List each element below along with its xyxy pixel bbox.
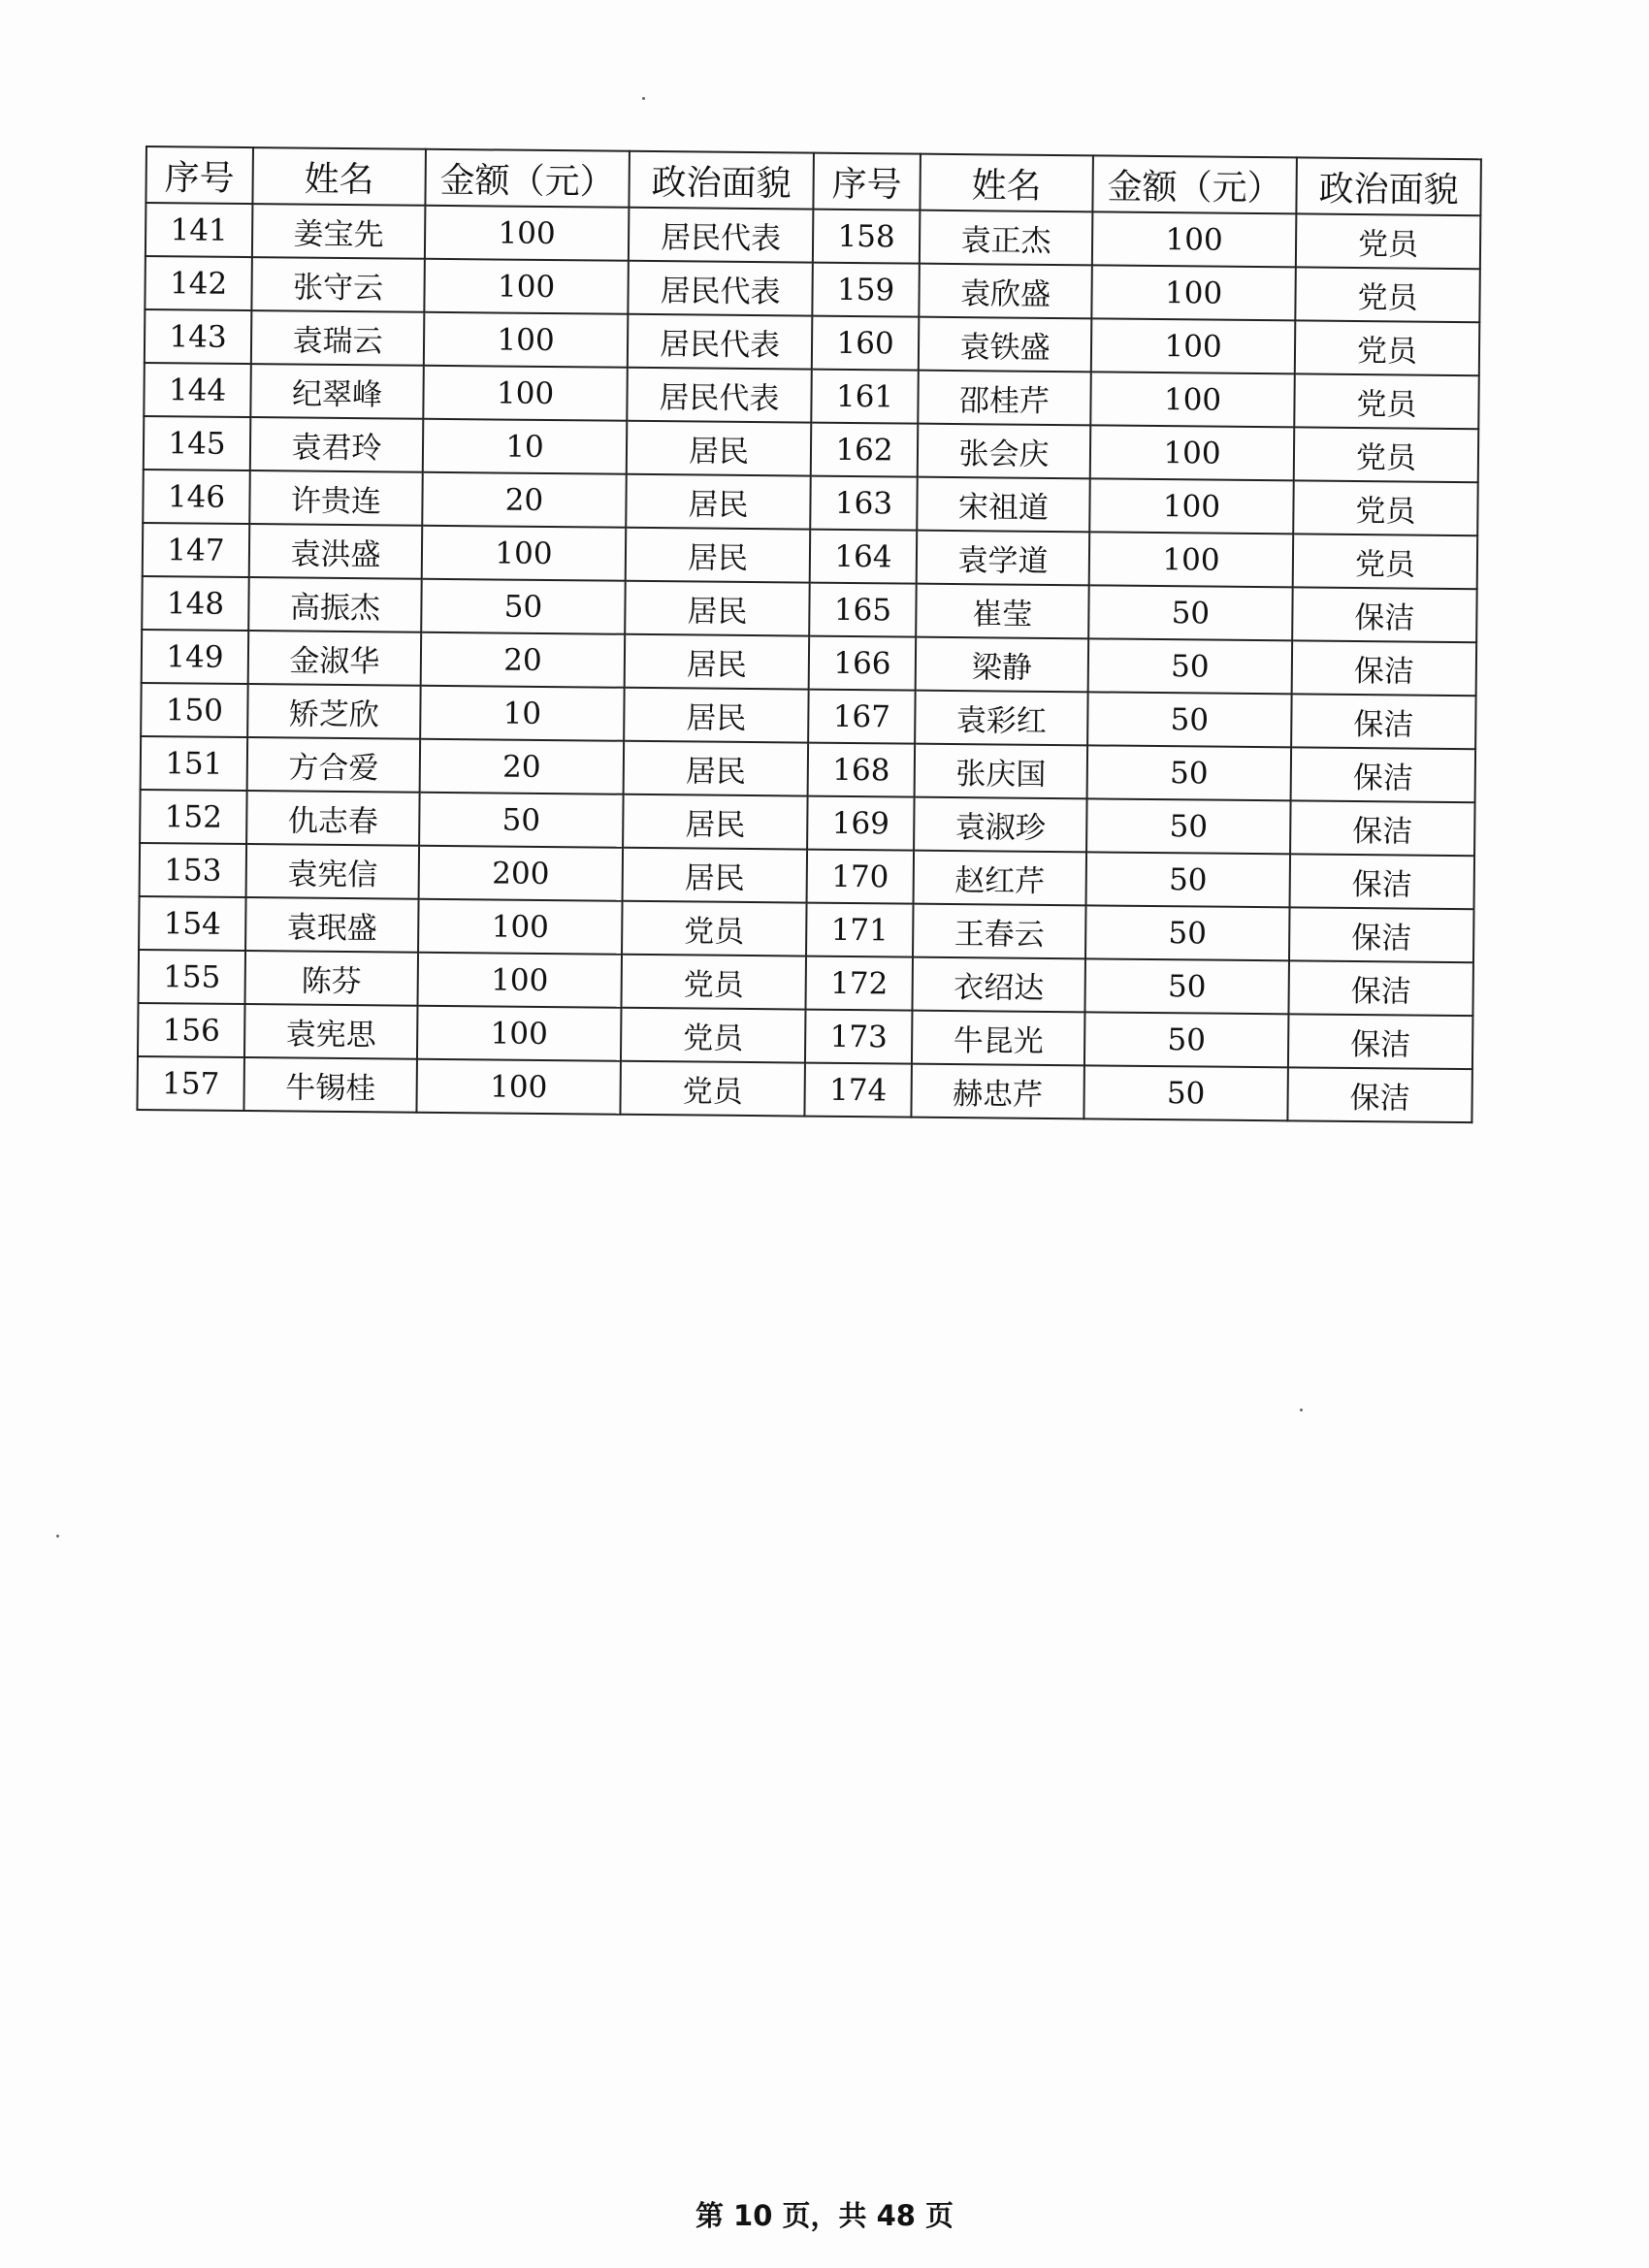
cell-amount-yuan: 100 — [425, 206, 630, 261]
cell-amount-yuan: 100 — [1092, 211, 1297, 267]
cell-political-status: 党员 — [620, 1061, 805, 1117]
cell-political-status: 居民 — [626, 528, 811, 583]
cell-political-status: 保洁 — [1290, 800, 1475, 856]
cell-serial-number: 168 — [808, 743, 916, 797]
cell-name: 纪翠峰 — [250, 364, 424, 419]
cell-serial-number: 151 — [141, 736, 248, 791]
cell-political-status: 居民 — [627, 421, 812, 476]
cell-name: 袁宪信 — [246, 844, 420, 899]
cell-serial-number: 170 — [807, 850, 915, 904]
cell-name: 宋祖道 — [917, 477, 1090, 533]
cell-name: 袁珉盛 — [245, 897, 419, 953]
cell-name: 牛昆光 — [912, 1011, 1085, 1066]
header-amount-yuan-left: 金额（元） — [425, 149, 630, 208]
cell-serial-number: 155 — [139, 950, 246, 1004]
header-political-status-right: 政治面貌 — [1296, 157, 1481, 215]
cell-political-status: 党员 — [1294, 373, 1479, 429]
cell-political-status: 居民 — [625, 581, 810, 636]
cell-name: 袁瑞云 — [251, 310, 425, 366]
cell-political-status: 保洁 — [1287, 1067, 1472, 1122]
cell-name: 崔莹 — [916, 584, 1089, 639]
cell-political-status: 居民代表 — [628, 261, 813, 316]
cell-serial-number: 169 — [807, 796, 915, 851]
cell-serial-number: 146 — [143, 470, 250, 524]
cell-name: 袁铁盛 — [919, 317, 1092, 373]
cell-name: 方合爱 — [247, 737, 421, 793]
cell-amount-yuan: 10 — [420, 686, 625, 741]
header-name-left: 姓名 — [252, 147, 426, 206]
cell-name: 张庆国 — [915, 744, 1088, 799]
cell-amount-yuan: 100 — [424, 312, 629, 368]
cell-political-status: 党员 — [622, 901, 807, 956]
cell-serial-number: 145 — [144, 416, 251, 470]
cell-amount-yuan: 50 — [1084, 1012, 1289, 1067]
cell-name: 王春云 — [913, 904, 1086, 959]
cell-amount-yuan: 100 — [1091, 318, 1296, 373]
cell-serial-number: 173 — [805, 1010, 913, 1064]
cell-amount-yuan: 100 — [1090, 425, 1295, 480]
cell-serial-number: 142 — [145, 256, 252, 310]
cell-serial-number: 157 — [137, 1056, 244, 1111]
cell-serial-number: 166 — [809, 636, 917, 691]
cell-serial-number: 149 — [142, 630, 249, 684]
cell-name: 矫芝欣 — [247, 684, 421, 739]
cell-amount-yuan: 50 — [1083, 1065, 1288, 1120]
header-amount-yuan-right: 金额（元） — [1092, 155, 1297, 213]
cell-name: 衣绍达 — [912, 957, 1085, 1013]
cell-name: 袁宪思 — [244, 1004, 418, 1059]
cell-amount-yuan: 50 — [1088, 585, 1293, 640]
cell-political-status: 党员 — [1293, 480, 1478, 535]
cell-serial-number: 156 — [138, 1003, 245, 1057]
cell-name: 袁彩红 — [915, 691, 1088, 746]
cell-amount-yuan: 50 — [421, 579, 626, 634]
cell-serial-number: 147 — [143, 523, 250, 577]
cell-political-status: 居民 — [623, 794, 808, 850]
cell-name: 张守云 — [251, 257, 425, 312]
cell-amount-yuan: 200 — [419, 846, 624, 901]
cell-political-status: 保洁 — [1292, 640, 1477, 696]
donation-ledger-table — [136, 146, 1481, 1123]
cell-political-status: 党员 — [1295, 320, 1480, 375]
cell-political-status: 保洁 — [1289, 907, 1474, 962]
cell-name: 梁静 — [916, 637, 1089, 693]
cell-amount-yuan: 100 — [418, 953, 623, 1008]
cell-serial-number: 153 — [140, 843, 247, 897]
cell-serial-number: 141 — [146, 203, 253, 257]
cell-political-status: 居民 — [623, 848, 808, 903]
cell-amount-yuan: 50 — [1087, 692, 1292, 747]
cell-amount-yuan: 100 — [418, 899, 623, 955]
cell-political-status: 党员 — [1294, 427, 1479, 482]
cell-serial-number: 162 — [811, 423, 919, 477]
cell-serial-number: 172 — [805, 956, 913, 1011]
cell-name: 袁学道 — [917, 531, 1090, 586]
cell-amount-yuan: 50 — [1084, 958, 1289, 1014]
header-serial-number-left: 序号 — [146, 146, 253, 204]
scan-speck — [56, 1535, 59, 1538]
cell-serial-number: 174 — [804, 1063, 912, 1118]
cell-political-status: 党员 — [1293, 534, 1478, 589]
cell-political-status: 居民 — [624, 688, 809, 743]
cell-political-status: 居民代表 — [627, 368, 812, 423]
cell-political-status: 居民 — [626, 474, 811, 530]
cell-serial-number: 152 — [140, 790, 247, 844]
cell-amount-yuan: 100 — [424, 259, 629, 314]
cell-serial-number: 160 — [812, 316, 920, 371]
cell-serial-number: 171 — [806, 903, 914, 957]
cell-serial-number: 144 — [144, 363, 251, 417]
cell-name: 陈芬 — [245, 951, 419, 1006]
cell-amount-yuan: 50 — [419, 793, 624, 848]
cell-name: 仇志春 — [246, 791, 420, 846]
cell-serial-number: 165 — [809, 583, 917, 637]
cell-name: 牛锡桂 — [243, 1057, 417, 1113]
cell-amount-yuan: 100 — [1090, 372, 1295, 427]
cell-amount-yuan: 100 — [422, 526, 627, 581]
cell-political-status: 居民代表 — [629, 208, 814, 263]
cell-amount-yuan: 50 — [1088, 638, 1293, 694]
cell-serial-number: 164 — [810, 530, 918, 584]
scan-speck — [1300, 1409, 1303, 1411]
cell-amount-yuan: 50 — [1086, 798, 1291, 854]
cell-name: 张会庆 — [918, 424, 1091, 479]
ledger-table-container — [136, 146, 1473, 1123]
cell-serial-number: 159 — [812, 263, 920, 317]
cell-amount-yuan: 20 — [421, 632, 626, 688]
cell-serial-number: 148 — [142, 576, 249, 631]
cell-political-status: 保洁 — [1288, 1014, 1473, 1069]
cell-political-status: 保洁 — [1292, 587, 1477, 642]
cell-amount-yuan: 100 — [1091, 265, 1296, 320]
cell-political-status: 居民 — [625, 634, 810, 690]
scan-speck — [642, 97, 645, 100]
cell-amount-yuan: 50 — [1085, 905, 1290, 960]
cell-serial-number: 161 — [811, 370, 919, 424]
cell-political-status: 党员 — [1296, 213, 1481, 269]
cell-political-status: 党员 — [1295, 267, 1480, 322]
cell-name: 姜宝先 — [252, 204, 426, 259]
cell-political-status: 居民 — [624, 741, 809, 796]
cell-amount-yuan: 100 — [1089, 478, 1294, 534]
page-number-footer: 第 10 页，共 48 页 — [695, 2199, 954, 2232]
cell-serial-number: 143 — [145, 309, 252, 364]
cell-amount-yuan: 50 — [1086, 852, 1291, 907]
cell-amount-yuan: 100 — [423, 366, 628, 421]
cell-serial-number: 167 — [808, 690, 916, 744]
cell-amount-yuan: 20 — [422, 472, 627, 528]
cell-political-status: 保洁 — [1290, 854, 1475, 909]
cell-amount-yuan: 100 — [416, 1059, 621, 1115]
cell-political-status: 居民代表 — [628, 314, 813, 370]
cell-name: 许贵连 — [249, 470, 423, 526]
header-serial-number-right: 序号 — [813, 153, 921, 211]
cell-serial-number: 158 — [813, 210, 921, 264]
table-body — [137, 203, 1480, 1122]
cell-name: 袁欣盛 — [919, 264, 1092, 319]
cell-amount-yuan: 20 — [420, 739, 625, 794]
cell-name: 金淑华 — [248, 631, 422, 686]
cell-political-status: 保洁 — [1291, 747, 1476, 802]
cell-name: 邵桂芹 — [918, 371, 1091, 426]
cell-name: 高振杰 — [248, 577, 422, 632]
cell-serial-number: 154 — [139, 896, 246, 951]
cell-political-status: 党员 — [621, 1008, 806, 1063]
header-political-status-left: 政治面貌 — [629, 151, 814, 210]
cell-political-status: 保洁 — [1288, 960, 1473, 1016]
cell-amount-yuan: 50 — [1087, 745, 1292, 800]
cell-political-status: 党员 — [621, 955, 806, 1010]
cell-name: 赫忠芹 — [911, 1064, 1084, 1119]
cell-serial-number: 163 — [810, 476, 918, 531]
cell-name: 赵红芹 — [914, 851, 1087, 906]
cell-name: 袁君玲 — [250, 417, 424, 472]
cell-amount-yuan: 100 — [417, 1006, 622, 1061]
cell-amount-yuan: 100 — [1089, 532, 1294, 587]
cell-serial-number: 150 — [141, 683, 248, 737]
header-name-right: 姓名 — [920, 154, 1093, 212]
cell-name: 袁淑珍 — [914, 797, 1087, 853]
cell-amount-yuan: 10 — [423, 419, 628, 474]
cell-name: 袁正杰 — [920, 211, 1093, 266]
cell-political-status: 保洁 — [1291, 694, 1476, 749]
cell-name: 袁洪盛 — [249, 524, 423, 579]
